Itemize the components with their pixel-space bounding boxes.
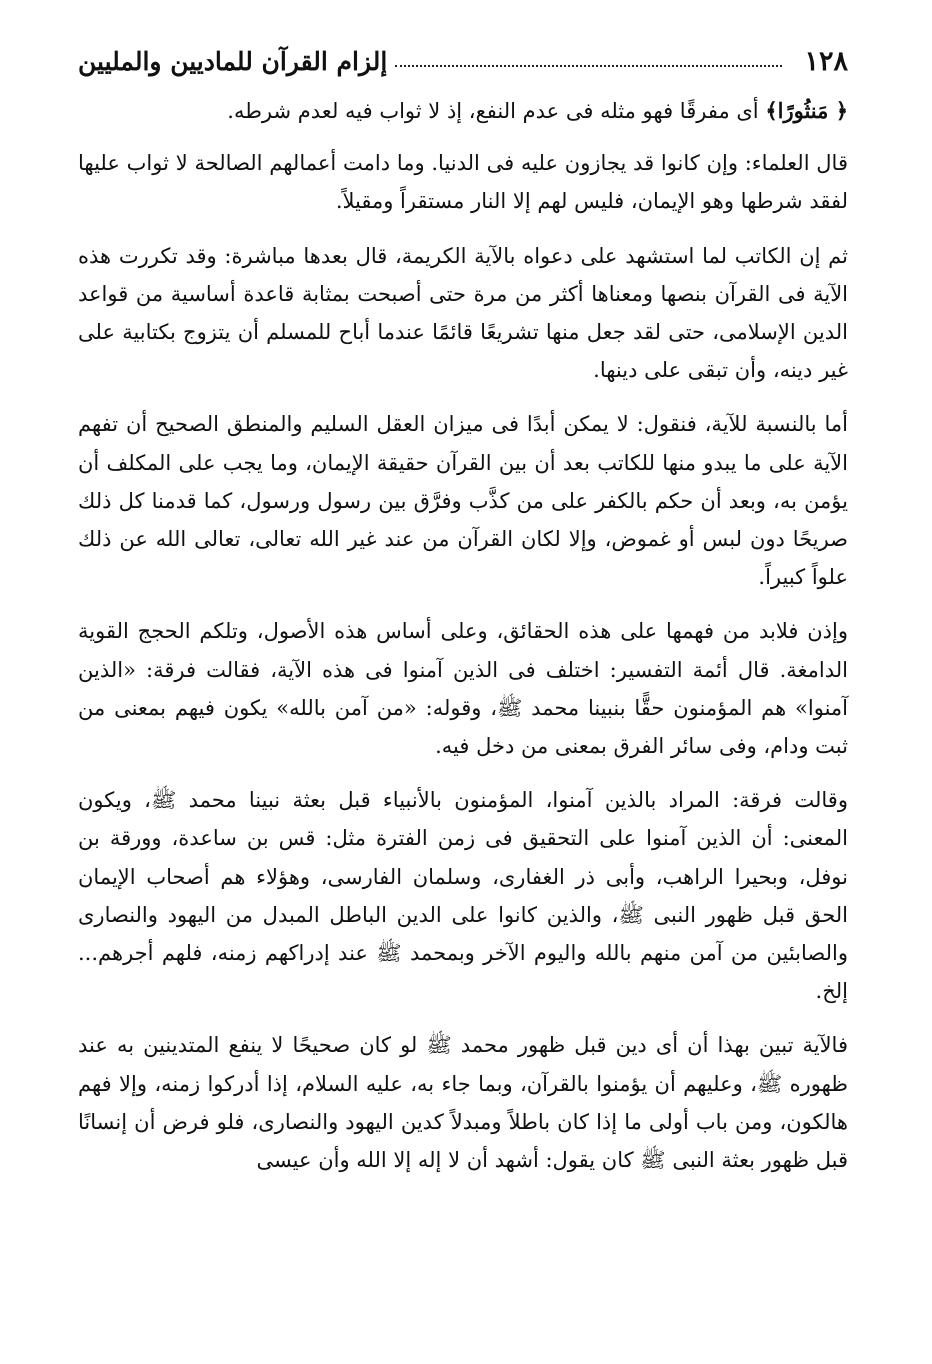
paragraph-1-text: أى مفرقًا فهو مثله فى عدم النفع، إذ لا ثواب فيه لعدم شرطه. [227,99,766,123]
quran-quote: ﴿ مَنثُورًا﴾ [765,98,848,123]
page-number: ١٢٨ [804,45,848,77]
paragraph-6: وقالت فرقة: المراد بالذين آمنوا، المؤمنون بالأنبياء قبل بعثة نبينا محمد ﷺ، ويكون المعنى: أن الذين آمنوا على التحقيق فى زمن الفترة مثل: قس بن ساعدة، وورقة بن نوفل، وبحيرا الراهب، وأبى ذر الغفارى، وسلمان الفارسى، وهؤلاء هم أصحاب الإيمان الحق قبل ظهور النبى ﷺ، والذين كانوا على الدين الباطل المبدل من اليهود والنصارى والصابئين من آمن منهم بالله واليوم الآخر وبمحمد ﷺ عند إدراكهم زمنه، فلهم أجرهم... إلخ. [78,788,848,1004]
paragraph-1 [78,92,848,130]
paragraph-5: وإذن فلابد من فهمها على هذه الحقائق، وعلى أساس هذه الأصول، وتلكم الحجج القوية الدامغة. قال أئمة التفسير: اختلف فى الذين آمنوا فى هذه الآية، فقالت فرقة: «الذين آمنوا» هم المؤمنون حقًّا بنبينا محمد ﷺ، وقوله: «من آمن بالله» يكون فيهم بمعنى من ثبت ودام، وفى سائر الفرق بمعنى من دخل فيه. [78,619,848,759]
book-title: إلزام القرآن للماديين والمليين [78,46,388,76]
paragraph-7: فالآية تبين بهذا أن أى دين قبل ظهور محمد ﷺ لو كان صحيحًا لا ينفع المتدينين به عند ظهوره ﷺ، وعليهم أن يؤمنوا بالقرآن، وبما جاء به، عليه السلام، إذا أدركوا زمنه، وإلا فهم هالكون، ومن باب أولى ما إذا كان باطلاً ومبدلاً كدين اليهود والنصارى، فلو فرض أن إنسانًا قبل ظهور بعثة النبى ﷺ كان يقول: أشهد أن لا إله إلا الله وأن عيسى [78,1033,848,1173]
dotted-leader [395,65,782,67]
book-page [78,38,848,1338]
paragraph-2: قال العلماء: وإن كانوا قد يجازون عليه فى الدنيا. وما دامت أعمالهم الصالحة لا ثواب عليها لفقد شرطها وهو الإيمان، فليس لهم إلا النار مستقراً ومقيلاً. [78,151,848,214]
running-header [78,38,848,84]
paragraph-4: أما بالنسبة للآية، فنقول: لا يمكن أبدًا فى ميزان العقل السليم والمنطق الصحيح أن تفهم الآية على ما يبدو منها للكاتب بعد أن بين القرآن حقيقة الإيمان، وما يجب على المكلف أن يؤمن به، وبعد أن حكم بالكفر على من كذَّب وفرَّق بين رسول ورسول، كما قدمنا كل ذلك صريحًا دون لبس أو غموض، وإلا لكان القرآن من عند غير الله تعالى، تعالى الله عن ذلك علواً كبيراً. [78,412,848,590]
body-text [78,92,848,1179]
paragraph-3: ثم إن الكاتب لما استشهد على دعواه بالآية الكريمة، قال بعدها مباشرة: وقد تكررت هذه الآية فى القرآن بنصها ومعناها أكثر من مرة حتى أصبحت بمثابة قاعدة أساسية من قواعد الدين الإسلامى، حتى لقد جعل منها تشريعًا قائمًا عندما أباح للمسلم أن يتزوج بكتابية على غير دينه، وأن تبقى على دينها. [78,243,848,383]
